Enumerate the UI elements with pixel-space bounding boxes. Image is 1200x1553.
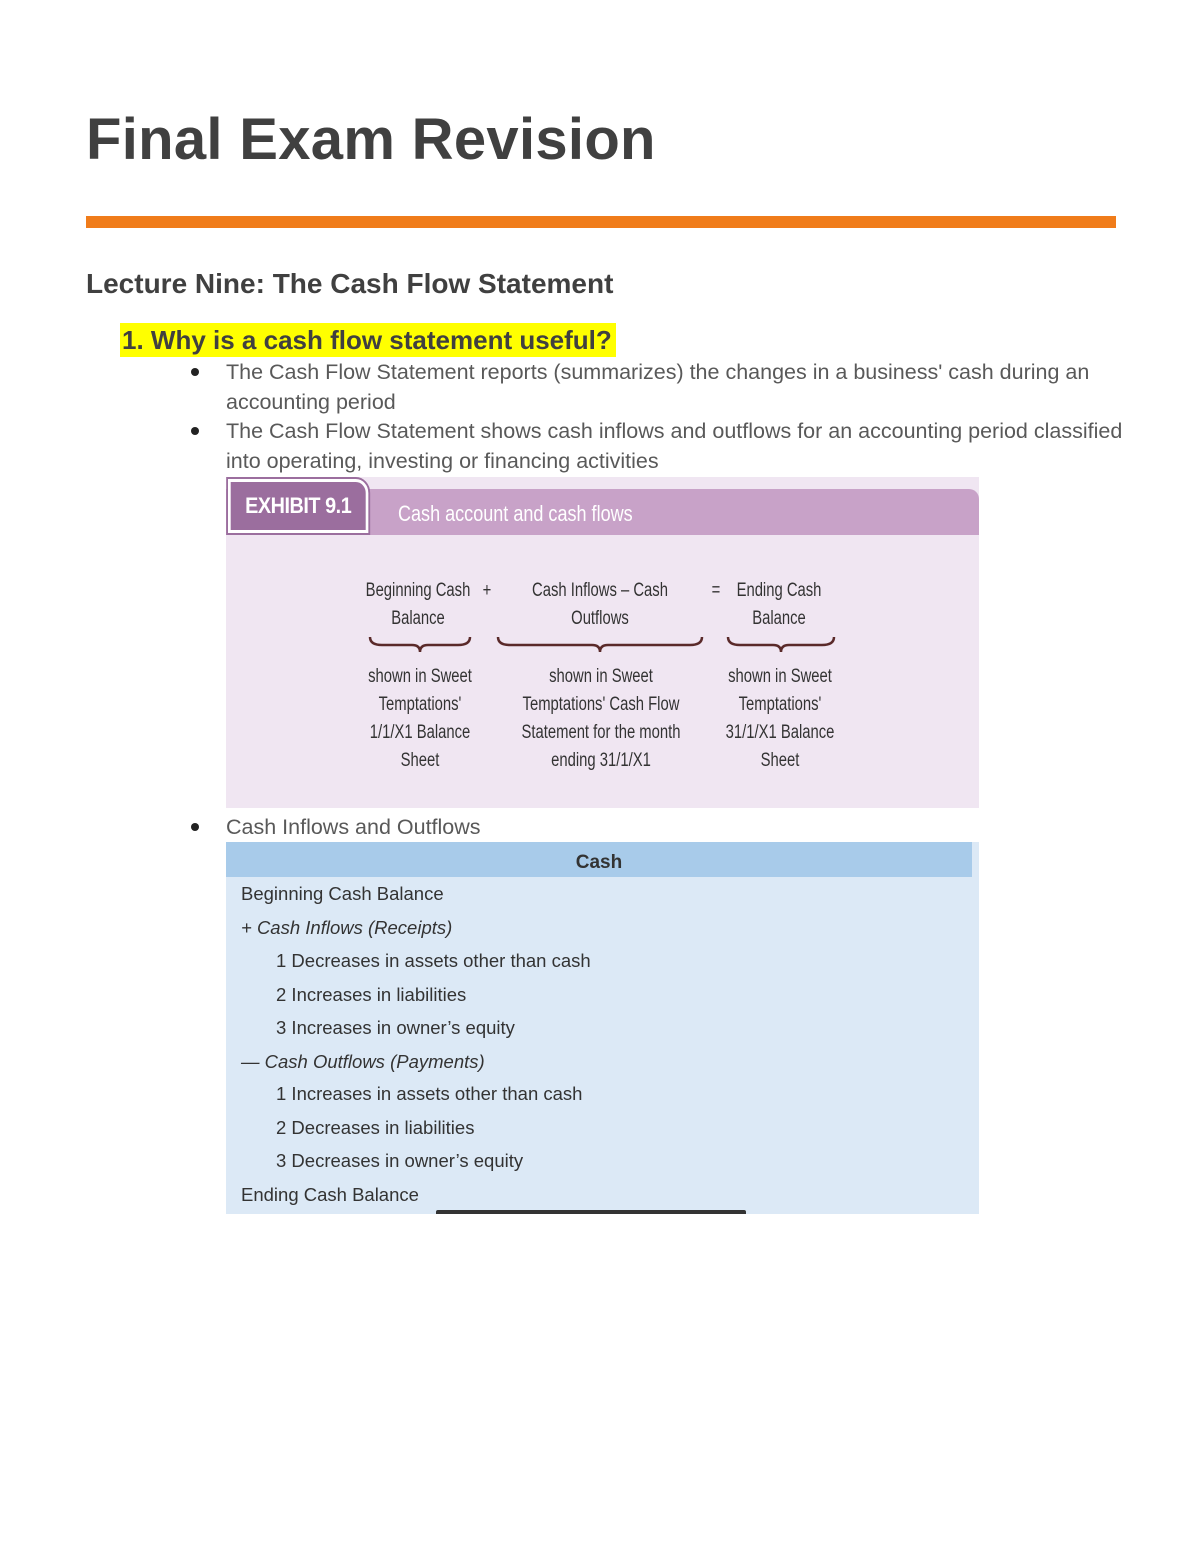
title-divider	[86, 216, 1116, 228]
cash-row: 2 Increases in liabilities	[276, 984, 467, 1005]
equation-plus: +	[482, 580, 492, 601]
equation-ending-balance: Ending Cash Balance	[736, 580, 822, 629]
exhibit-tag: EXHIBIT 9.1	[228, 479, 368, 533]
cash-row: 1 Decreases in assets other than cash	[276, 950, 591, 971]
cash-row: 3 Decreases in owner’s equity	[276, 1150, 524, 1171]
cash-row: 2 Decreases in liabilities	[276, 1117, 475, 1138]
section-heading: Lecture Nine: The Cash Flow Statement	[86, 268, 614, 299]
cash-table-header: Cash	[226, 842, 972, 877]
brace-icon	[496, 635, 704, 653]
cash-table-divider	[436, 1210, 746, 1214]
cash-table	[226, 842, 979, 1214]
note-cash-flow-statement: shown in Sweet Temptations' Cash Flow Statement for the month ending 31/1/X1	[521, 666, 681, 771]
equation-equals: =	[711, 580, 721, 601]
cash-row: — Cash Outflows (Payments)	[241, 1051, 485, 1072]
bullet-item: Cash Inflows and Outflows	[226, 812, 1126, 842]
brace-icon	[368, 635, 472, 653]
bullet-item: The Cash Flow Statement shows cash inflows and outflows for an accounting period classified into operating, investing or financing activities	[226, 416, 1126, 476]
cash-row: 1 Increases in assets other than cash	[276, 1083, 583, 1104]
cash-row: Beginning Cash Balance	[241, 883, 444, 904]
equation-inflows-outflows: Cash Inflows – Cash Outflows	[532, 580, 668, 629]
note-beginning-balance: shown in Sweet Temptations' 1/1/X1 Balance Sheet	[368, 666, 472, 771]
exhibit-figure	[226, 477, 979, 808]
bullet-item: The Cash Flow Statement reports (summarizes) the changes in a business' cash during an accounting period	[226, 357, 1126, 417]
equation-beginning-balance: Beginning Cash Balance	[365, 580, 471, 629]
cash-row: 3 Increases in owner’s equity	[276, 1017, 515, 1038]
note-ending-balance: shown in Sweet Temptations' 31/1/X1 Balance Sheet	[725, 666, 835, 771]
highlighted-question: 1. Why is a cash flow statement useful?	[120, 323, 616, 357]
cash-row: Ending Cash Balance	[241, 1184, 419, 1205]
brace-icon	[726, 635, 836, 653]
exhibit-caption: Cash account and cash flows	[398, 501, 633, 526]
cash-row: + Cash Inflows (Receipts)	[241, 917, 453, 938]
page-title: Final Exam Revision	[86, 107, 656, 172]
